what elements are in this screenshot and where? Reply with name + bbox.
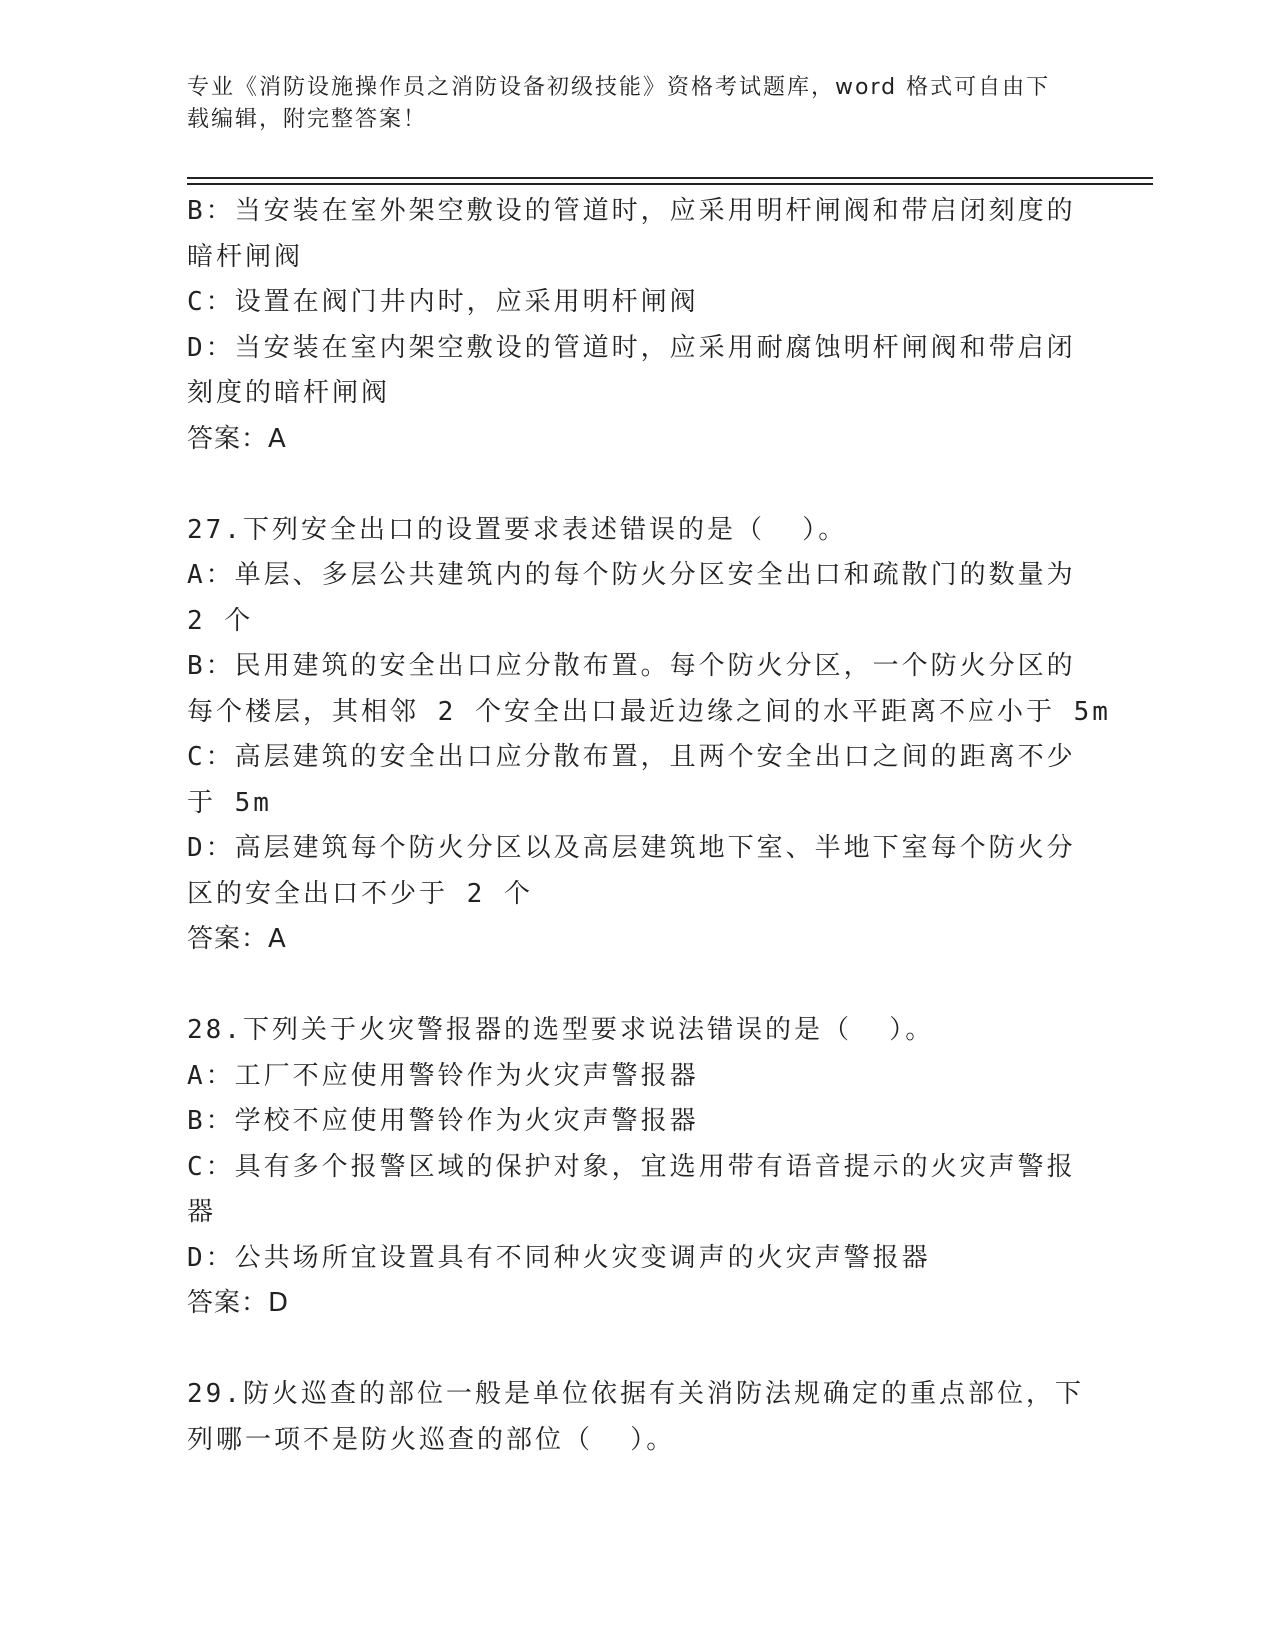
q29-question-line-2: 列哪一项不是防火巡查的部位（ ）。 (187, 1424, 676, 1455)
q26-option-d-line-2: 刻度的暗杆闸阀 (187, 378, 391, 408)
q28-option-a: A：工厂不应使用警铃作为火灾声警报器 (187, 1060, 699, 1091)
header-rule-top (187, 177, 1153, 179)
spacer (187, 1327, 1067, 1373)
q28-option-c-line-1: C：具有多个报警区域的保护对象，宜选用带有语音提示的火灾声警报 (187, 1151, 1076, 1182)
q26-option-b-line-1: B：当安装在室外架空敷设的管道时，应采用明杆闸阀和带启闭刻度的 (187, 196, 1076, 226)
question-content (187, 189, 1111, 1463)
q27-option-c-line-1: C：高层建筑的安全出口应分散布置，且两个安全出口之间的距离不少 (187, 742, 1076, 772)
header-line-2: 载编辑，附完整答案！ (187, 107, 428, 132)
q28-answer: 答案：D (187, 1288, 290, 1318)
header-line-1: 专业《消防设施操作员之消防设备初级技能》资格考试题库，word 格式可自由下 (187, 75, 1051, 100)
q27-answer: 答案：A (187, 924, 287, 954)
q27-option-a-line-2: 2 个 (187, 605, 254, 636)
q26-option-c: C：设置在阀门井内时，应采用明杆闸阀 (187, 287, 699, 317)
q27-option-b-line-1: B：民用建筑的安全出口应分散布置。每个防火分区，一个防火分区的 (187, 651, 1076, 681)
q28-option-c-line-2: 器 (187, 1197, 217, 1227)
q26-option-d-line-1: D：当安装在室内架空敷设的管道时，应采用耐腐蚀明杆闸阀和带启闭 (187, 332, 1076, 363)
q28-option-d: D：公共场所宜设置具有不同种火灾变调声的火灾声警报器 (187, 1242, 931, 1273)
q29-question-line-1: 29.防火巡查的部位一般是单位依据有关消防法规确定的重点部位，下 (187, 1379, 1084, 1409)
q26-answer: 答案：A (187, 423, 287, 454)
q28-question: 28.下列关于火灾警报器的选型要求说法错误的是（ ）。 (187, 1015, 935, 1045)
spacer (187, 462, 1067, 508)
q27-option-a-line-1: A：单层、多层公共建筑内的每个防火分区安全出口和疏散门的数量为 (187, 560, 1076, 590)
document-header (187, 72, 1067, 136)
header-rule-bottom (187, 183, 1153, 185)
q26-option-b-line-2: 暗杆闸阀 (187, 241, 304, 272)
q27-option-d-line-1: D：高层建筑每个防火分区以及高层建筑地下室、半地下室每个防火分 (187, 833, 1076, 863)
spacer (187, 963, 1067, 1009)
q28-option-b: B：学校不应使用警铃作为火灾声警报器 (187, 1106, 699, 1136)
q27-question: 27.下列安全出口的设置要求表述错误的是（ ）。 (187, 514, 848, 545)
q27-option-c-line-2: 于 5m (187, 787, 272, 818)
q27-option-b-line-2: 每个楼层，其相邻 2 个安全出口最近边缘之间的水平距离不应小于 5m (187, 696, 1111, 727)
q27-option-d-line-2: 区的安全出口不少于 2 个 (187, 878, 533, 909)
